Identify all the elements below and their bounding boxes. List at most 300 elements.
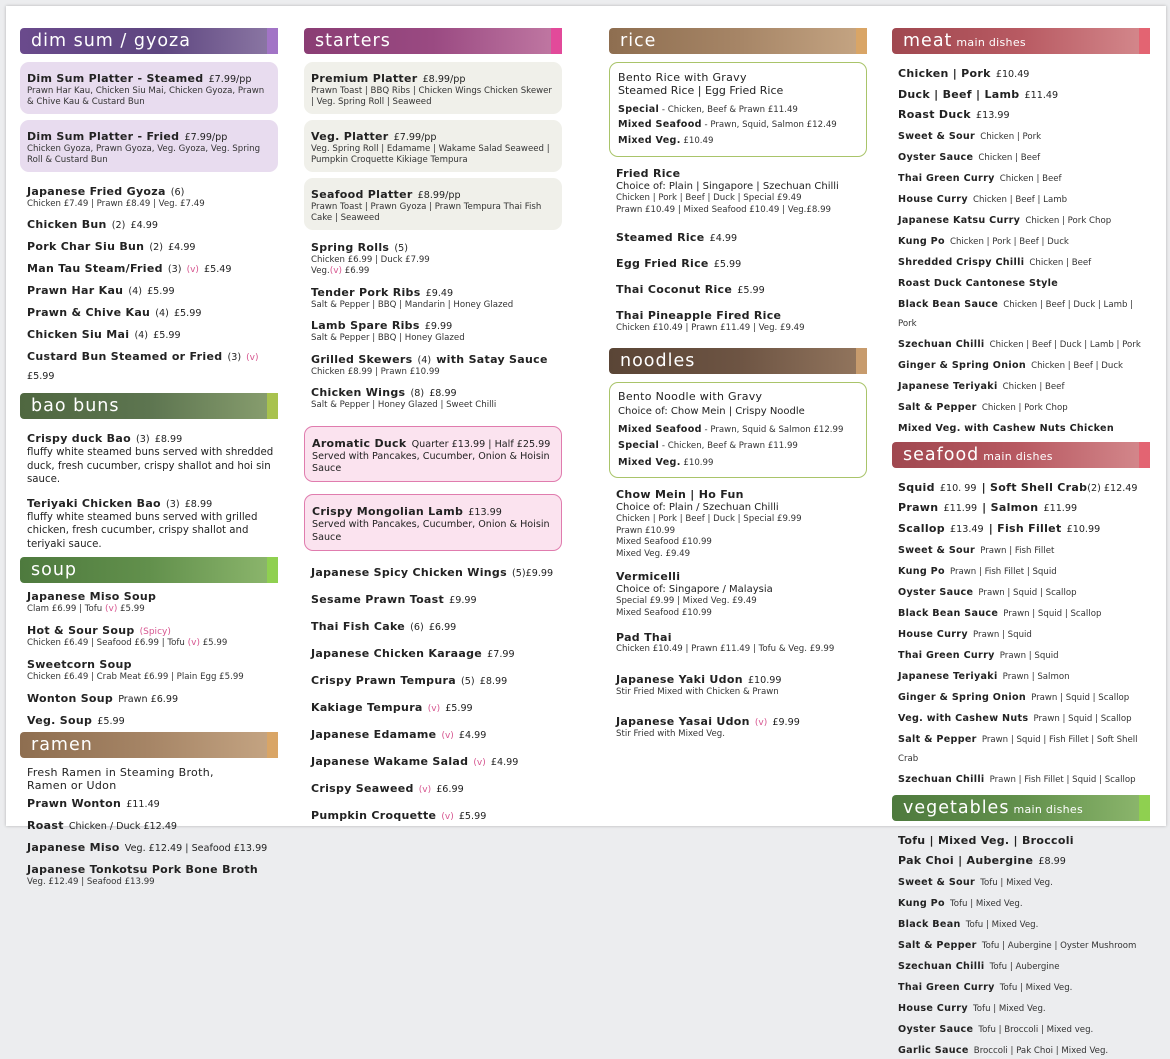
menu-item bbox=[311, 281, 562, 311]
menu-text: Broccoli | Pak Choi | Mixed Veg. bbox=[973, 1045, 1109, 1056]
menu-item bbox=[898, 353, 1150, 372]
menu-item bbox=[898, 727, 1150, 766]
item-name: Kung Po bbox=[898, 565, 945, 577]
item-name: Oyster Sauce bbox=[898, 586, 974, 598]
item-name: Spring Rolls bbox=[311, 240, 390, 254]
item-name: Mixed Seafood bbox=[618, 423, 702, 435]
item-price: £5.99 bbox=[97, 715, 125, 727]
item-name: Aromatic Duck bbox=[312, 436, 407, 450]
item-name: Japanese Chicken Karaage bbox=[311, 646, 483, 660]
item-name: Prawn Wonton bbox=[27, 796, 122, 810]
menu-text bbox=[618, 104, 858, 117]
item-name: Man Tau Steam/Fried bbox=[27, 262, 163, 276]
menu-text: Prawn £10.99 bbox=[616, 525, 676, 536]
menu-text: Chicken £8.99 | Prawn £10.99 bbox=[311, 366, 440, 377]
item-price: £10. 99 bbox=[939, 482, 977, 494]
seafood-header bbox=[892, 442, 1150, 468]
item-name: Bento Noodle with Gravy bbox=[618, 390, 763, 404]
menu-item bbox=[616, 304, 867, 334]
menu-text: Tofu | Aubergine bbox=[989, 961, 1060, 972]
item-name: Tofu | Mixed Veg. | Broccoli bbox=[898, 833, 1074, 847]
item-price: £9.99 bbox=[525, 567, 554, 579]
item-price: £13.49 bbox=[950, 524, 984, 536]
item-name: Ginger & Spring Onion bbox=[898, 360, 1026, 372]
item-price: £8.99 bbox=[184, 498, 213, 510]
menu-item bbox=[898, 1038, 1150, 1057]
item-name: Roast Duck bbox=[898, 108, 971, 122]
item-price: (6) bbox=[410, 621, 424, 633]
item-price: (3) bbox=[166, 498, 180, 510]
menu-text: seafood bbox=[903, 444, 980, 465]
item-name: Black Bean Sauce bbox=[898, 298, 999, 310]
item-price: £10.99 bbox=[747, 674, 782, 686]
item-name: Japanese Katsu Curry bbox=[898, 214, 1021, 226]
item-name: Dim Sum Platter - Steamed bbox=[27, 72, 204, 85]
menu-text bbox=[27, 67, 270, 86]
menu-item bbox=[27, 279, 278, 298]
item-price: (4) bbox=[155, 308, 169, 320]
menu-item bbox=[311, 314, 562, 344]
item-price: £9.99 bbox=[424, 321, 453, 333]
menu-text: Stir Fried Mixed with Chicken & Prawn bbox=[616, 686, 779, 697]
item-name: Szechuan Chilli bbox=[898, 339, 985, 351]
menu-text bbox=[898, 83, 1150, 102]
item-price: Veg. £12.49 | Seafood £13.99 bbox=[124, 842, 268, 854]
menu-text: fluffy white steamed buns served with grilled chicken, fresh cucumber, crispy shallot and teriyaki sauce. bbox=[27, 511, 258, 550]
item-name: Oyster Sauce bbox=[898, 151, 974, 163]
item-name: Fried Rice bbox=[616, 166, 681, 180]
menu-text: Prawn £10.49 | Mixed Seafood £10.49 | Veg.£8.99 bbox=[616, 204, 832, 215]
menu-item bbox=[311, 561, 562, 580]
item-price: £6.99 bbox=[428, 621, 457, 633]
item-price: £5.99 bbox=[153, 330, 181, 342]
menu-text: Chicken £6.49 | Crab Meat £6.99 | Plain Egg £5.99 bbox=[27, 672, 244, 683]
menu-text bbox=[898, 103, 1150, 122]
item-name: Szechuan Chilli bbox=[898, 774, 985, 786]
menu-text: Tofu | Broccoli | Mixed veg. bbox=[978, 1024, 1094, 1035]
menu-page bbox=[6, 6, 1166, 1056]
soup-list bbox=[20, 585, 278, 727]
vegetarian-mark: (v) bbox=[473, 757, 486, 768]
item-name: Mixed Veg. bbox=[618, 135, 681, 147]
item-price: £4.99 bbox=[130, 220, 158, 232]
dim-sum-list bbox=[20, 180, 278, 383]
item-name: Prawn bbox=[898, 501, 939, 515]
item-name: Ramen or Udon bbox=[27, 778, 117, 792]
item-name: Lamb Spare Ribs bbox=[311, 319, 420, 333]
item-name: Chicken Bun bbox=[27, 218, 107, 232]
item-name: Japanese Wakame Salad bbox=[311, 754, 469, 768]
item-name: Japanese Miso Soup bbox=[27, 590, 157, 604]
menu-text: starters bbox=[315, 31, 391, 51]
column-1 bbox=[20, 28, 278, 891]
item-price: £4.99 bbox=[458, 729, 487, 741]
item-name: Kung Po bbox=[898, 897, 945, 909]
menu-text: Chicken | Beef | Duck bbox=[1031, 361, 1124, 372]
menu-text bbox=[898, 62, 1150, 81]
menu-text bbox=[27, 638, 278, 650]
item-name: Custard Bun Steamed or Fried bbox=[27, 350, 223, 364]
menu-item bbox=[898, 912, 1150, 931]
menu-text: Chicken | Beef bbox=[999, 173, 1062, 184]
item-name: Duck | Beef | Lamb bbox=[898, 87, 1020, 101]
item-name: Chow Mein | Ho Fun bbox=[616, 487, 744, 501]
item-name: Veg. with Cashew Nuts bbox=[898, 712, 1029, 724]
menu-item bbox=[27, 345, 278, 383]
item-name: Japanese Teriyaki bbox=[898, 670, 998, 682]
item-price: £9.99 bbox=[772, 716, 800, 728]
rice-list bbox=[609, 167, 867, 335]
menu-text: Tofu | Mixed Veg. bbox=[980, 877, 1053, 888]
menu-text bbox=[898, 496, 1150, 515]
item-name: Wonton Soup bbox=[27, 691, 114, 705]
item-name: Japanese Yaki Udon bbox=[616, 672, 743, 686]
menu-text: Served with Pancakes, Cucumber, Onion & Hoisin Sauce bbox=[312, 450, 550, 475]
menu-text: Stir Fried with Mixed Veg. bbox=[616, 728, 725, 739]
menu-item bbox=[898, 332, 1150, 351]
menu-text: Chicken £6.49 | Seafood £6.99 | Tofu bbox=[27, 638, 185, 649]
item-name: Chicken Siu Mai bbox=[27, 328, 130, 342]
item-name: House Curry bbox=[898, 193, 968, 205]
item-name: Thai Green Curry bbox=[898, 172, 995, 184]
menu-item bbox=[898, 767, 1150, 786]
item-name: Hot & Sour Soup bbox=[27, 624, 135, 638]
item-name: Pumpkin Croquette bbox=[311, 808, 437, 822]
vegetarian-mark: (v) bbox=[441, 811, 454, 822]
menu-item bbox=[27, 792, 278, 811]
item-name: Japanese Spicy Chicken Wings bbox=[311, 565, 507, 579]
item-name: Sweetcorn Soup bbox=[27, 658, 132, 672]
menu-text: Prawn | Squid | Scallop bbox=[978, 587, 1077, 598]
item-name: Black Bean Sauce bbox=[898, 607, 999, 619]
menu-text: Clam £6.99 | Tofu bbox=[27, 604, 103, 615]
menu-text: Chicken | Pork Chop bbox=[1025, 215, 1112, 226]
menu-text: Chicken | Pork | Beef | Duck | Special £9.49 bbox=[616, 193, 802, 204]
menu-item bbox=[898, 580, 1150, 599]
item-name: | Soft Shell Crab bbox=[981, 480, 1088, 494]
item-price: Quarter £13.99 | Half £25.99 bbox=[411, 438, 551, 450]
item-name: Mixed Veg. bbox=[618, 457, 681, 469]
menu-item bbox=[898, 292, 1150, 331]
vegetarian-mark: (v) bbox=[246, 353, 259, 364]
menu-text: Prawn | Squid | Fish Fillet | Soft Shell Crab bbox=[898, 734, 1138, 765]
menu-text: Veg. £12.49 | Seafood £13.99 bbox=[27, 876, 155, 887]
menu-text: £10.99 bbox=[683, 458, 714, 469]
item-price: £8.99 bbox=[429, 388, 457, 400]
menu-text: - Chicken, Beef & Prawn £11.49 bbox=[661, 104, 798, 115]
menu-text: Chicken | Beef bbox=[1029, 257, 1092, 268]
menu-item bbox=[898, 395, 1150, 414]
menu-item bbox=[898, 538, 1150, 557]
menu-item bbox=[27, 323, 278, 342]
menu-item bbox=[311, 723, 562, 742]
menu-text: Chicken £7.49 | Prawn £8.49 | Veg. £7.49 bbox=[27, 198, 205, 209]
menu-text: Chicken | Pork | Beef | Duck | Special £9.99 bbox=[616, 514, 802, 525]
menu-text bbox=[618, 440, 858, 453]
item-price: £8.99 bbox=[154, 434, 183, 446]
menu-text: Prawn | Fish Fillet | Squid | Scallop bbox=[989, 775, 1136, 786]
item-price: £10.99 bbox=[1066, 524, 1101, 536]
vegetarian-mark: (v) bbox=[104, 604, 118, 615]
item-price: £8.99/pp bbox=[417, 189, 461, 201]
menu-item bbox=[27, 619, 278, 650]
rice-header bbox=[609, 28, 867, 54]
menu-text: main dishes bbox=[983, 449, 1053, 463]
menu-item bbox=[616, 570, 867, 619]
menu-text: Prawn Toast | Prawn Gyoza | Prawn Tempura Thai Fish Cake | Seaweed bbox=[311, 201, 542, 224]
item-name: Pad Thai bbox=[616, 631, 672, 645]
item-price: £4.99 bbox=[168, 242, 196, 254]
menu-item bbox=[898, 622, 1150, 641]
menu-text bbox=[898, 849, 1150, 868]
noodles-header bbox=[609, 348, 867, 374]
item-price: £5.99 bbox=[713, 259, 742, 271]
item-name: Crispy Mongolian Lamb bbox=[312, 505, 464, 519]
item-price: £5.99 bbox=[445, 702, 473, 714]
menu-text: main dishes bbox=[956, 36, 1026, 49]
menu-text: - Chicken, Beef & Prawn £11.99 bbox=[661, 441, 798, 452]
seafood-list bbox=[892, 476, 1150, 787]
item-name: Szechuan Chilli bbox=[898, 960, 985, 972]
item-name: Tender Pork Ribs bbox=[311, 285, 421, 299]
menu-text: Chicken £10.49 | Prawn £11.49 | Veg. £9.49 bbox=[616, 323, 805, 334]
menu-item bbox=[27, 687, 278, 706]
vegetarian-mark: (v) bbox=[186, 265, 199, 276]
menu-item bbox=[898, 208, 1150, 227]
menu-text: Prawn Toast | BBQ Ribs | Chicken Wings Chicken Skewer | Veg. Spring Roll | Seaweed bbox=[311, 86, 552, 108]
menu-text: Chicken | Beef | Duck | Lamb | Pork bbox=[898, 299, 1134, 330]
item-name: Kakiage Tempura bbox=[311, 700, 423, 714]
item-name: Crispy Prawn Tempura bbox=[311, 673, 456, 687]
menu-item bbox=[311, 381, 562, 411]
item-name: Thai Green Curry bbox=[898, 649, 995, 661]
menu-text: Choice of: Singapore / Malaysia bbox=[616, 583, 773, 595]
menu-text bbox=[312, 432, 553, 451]
menu-item bbox=[616, 278, 867, 297]
item-name: Sweet & Sour bbox=[898, 130, 976, 142]
menu-item bbox=[898, 124, 1150, 143]
menu-text: Prawn | Squid | Scallop bbox=[1031, 692, 1130, 703]
item-name: Grilled Skewers bbox=[311, 352, 413, 366]
menu-item bbox=[898, 996, 1150, 1015]
item-name: Roast bbox=[27, 818, 64, 832]
menu-text: - Prawn, Squid & Salmon £12.99 bbox=[704, 424, 844, 435]
column-2 bbox=[304, 28, 562, 826]
menu-item bbox=[311, 804, 562, 823]
menu-item bbox=[898, 664, 1150, 683]
menu-text bbox=[618, 135, 858, 148]
meat-header bbox=[892, 28, 1150, 54]
menu-item bbox=[311, 750, 562, 769]
dim-sum-steamed-platter bbox=[20, 62, 278, 114]
item-price: (3) bbox=[227, 352, 242, 364]
menu-text: Prawn | Squid bbox=[973, 629, 1032, 640]
menu-item bbox=[616, 631, 867, 655]
meat-list bbox=[892, 62, 1150, 436]
vegetarian-mark: (v) bbox=[418, 784, 432, 795]
menu-text: Prawn | Squid | Scallop bbox=[1033, 713, 1132, 724]
menu-text bbox=[898, 476, 1150, 495]
menu-item bbox=[311, 696, 562, 715]
item-name: Roast Duck Cantonese Style bbox=[898, 277, 1059, 289]
item-name: Fresh Ramen in Steaming Broth, bbox=[27, 765, 214, 779]
menu-text: Tofu | Mixed Veg. bbox=[965, 919, 1039, 930]
item-name: | Fish Fillet bbox=[988, 522, 1062, 536]
menu-text: Choice of: Plain / Szechuan Chilli bbox=[616, 501, 779, 513]
item-name: Veg. Platter bbox=[311, 129, 389, 143]
menu-item bbox=[311, 777, 562, 796]
item-name: Special bbox=[618, 103, 660, 115]
menu-text: bao buns bbox=[31, 396, 120, 417]
menu-item bbox=[898, 271, 1150, 290]
item-name: Thai Green Curry bbox=[898, 981, 995, 993]
bao-buns-header bbox=[20, 393, 278, 419]
column-4 bbox=[892, 28, 1150, 1059]
spicy-mark: (Spicy) bbox=[139, 627, 171, 638]
item-price: £7.99/pp bbox=[184, 131, 228, 143]
menu-text: Prawn | Salmon bbox=[1002, 671, 1070, 682]
item-price: (5) bbox=[461, 675, 475, 687]
menu-item bbox=[27, 257, 278, 276]
item-name: Crispy Seaweed bbox=[311, 781, 414, 795]
item-price: £8.99 bbox=[1038, 856, 1066, 868]
menu-text bbox=[618, 424, 858, 437]
menu-text: Salt & Pepper | BBQ | Mandarin | Honey Glazed bbox=[311, 299, 514, 310]
item-name: Mixed Veg. with Cashew Nuts Chicken bbox=[898, 423, 1114, 435]
item-price: £5.99 bbox=[173, 308, 202, 320]
item-name: Japanese Teriyaki bbox=[898, 381, 998, 393]
menu-item bbox=[898, 1017, 1150, 1036]
menu-text: Chicken | Pork Chop bbox=[981, 403, 1068, 414]
menu-text: meat bbox=[903, 31, 953, 51]
menu-item bbox=[311, 669, 562, 688]
menu-item bbox=[27, 585, 278, 616]
item-name: Salt & Pepper bbox=[898, 402, 977, 414]
menu-text: Chicken | Beef | Lamb bbox=[973, 194, 1068, 205]
item-price: £5.49 bbox=[204, 264, 232, 276]
menu-text: Steamed Rice | Egg Fried Rice bbox=[618, 84, 784, 97]
item-name: Crispy duck Bao bbox=[27, 432, 131, 446]
menu-item bbox=[898, 374, 1150, 393]
menu-text: Special £9.99 | Mixed Veg. £9.49 bbox=[616, 596, 757, 607]
item-desc: Prawn Har Kau, Chicken Siu Mai, Chicken Gyoza, Prawn & Chive Kau & Custard Bun bbox=[27, 86, 265, 108]
item-name: Special bbox=[618, 440, 660, 452]
item-price: (5) bbox=[394, 242, 408, 254]
menu-item bbox=[898, 643, 1150, 662]
item-name: Seafood Platter bbox=[311, 187, 413, 201]
item-price: £6.99 bbox=[436, 783, 464, 795]
bento-rice bbox=[609, 62, 867, 157]
starters-list bbox=[304, 236, 562, 412]
menu-text: Chicken | Beef | Duck | Lamb | Pork bbox=[989, 340, 1141, 351]
menu-text: Prawn | Squid | Scallop bbox=[1003, 608, 1102, 619]
item-name: Thai Coconut Rice bbox=[616, 283, 733, 297]
item-desc: Chicken Gyoza, Prawn Gyoza, Veg. Gyoza, Veg. Spring Roll & Custard Bun bbox=[27, 143, 261, 166]
item-name: Ginger & Spring Onion bbox=[898, 691, 1026, 703]
menu-item bbox=[898, 250, 1150, 269]
menu-text bbox=[618, 457, 858, 470]
menu-item bbox=[898, 954, 1150, 973]
item-name: Shredded Crispy Chilli bbox=[898, 256, 1025, 268]
item-name: | Salmon bbox=[982, 501, 1039, 515]
menu-text: rice bbox=[620, 31, 657, 51]
item-name: Japanese Fried Gyoza bbox=[27, 184, 166, 198]
menu-text: Chicken | Pork bbox=[980, 131, 1042, 142]
menu-item bbox=[616, 488, 867, 560]
ramen-header bbox=[20, 732, 278, 758]
menu-text: Tofu | Mixed Veg. bbox=[949, 898, 1023, 909]
item-name: Kung Po bbox=[898, 235, 945, 247]
menu-text: Veg. bbox=[311, 265, 330, 276]
item-name: Oyster Sauce bbox=[898, 1023, 974, 1035]
soup-header bbox=[20, 557, 278, 583]
menu-item bbox=[311, 642, 562, 661]
item-price: £13.99 bbox=[468, 507, 502, 519]
item-name: Garlic Sauce bbox=[898, 1044, 969, 1056]
menu-text: Choice of: Plain | Singapore | Szechuan Chilli bbox=[616, 180, 839, 192]
menu-item bbox=[898, 416, 1150, 435]
item-name: Sesame Prawn Toast bbox=[311, 592, 445, 606]
vegetables-header bbox=[892, 795, 1150, 821]
menu-text bbox=[312, 500, 553, 519]
menu-text: noodles bbox=[620, 351, 696, 372]
item-price: £9.49 bbox=[425, 287, 454, 299]
menu-item bbox=[27, 235, 278, 254]
item-price: £11.99 bbox=[943, 503, 978, 515]
item-name: Steamed Rice bbox=[616, 231, 705, 245]
item-price: £5.99 bbox=[458, 810, 487, 822]
menu-item bbox=[898, 559, 1150, 578]
vegetarian-mark: (v) bbox=[427, 703, 441, 714]
item-price: £7.99/pp bbox=[208, 74, 252, 85]
menu-text: Tofu | Aubergine | Oyster Mushroom bbox=[981, 940, 1137, 951]
menu-text: £5.99 bbox=[202, 638, 228, 649]
menu-item bbox=[27, 213, 278, 232]
ramen-list bbox=[20, 766, 278, 888]
menu-text: Chicken £10.49 | Prawn £11.49 | Tofu & Veg. £9.99 bbox=[616, 644, 835, 655]
seafood-platter bbox=[304, 178, 562, 230]
item-price: £5.99 bbox=[147, 286, 175, 298]
item-price: Prawn £6.99 bbox=[118, 693, 179, 705]
item-price: (2) £12.49 bbox=[1087, 482, 1138, 494]
item-name: with Satay Sauce bbox=[436, 352, 548, 366]
menu-item bbox=[898, 891, 1150, 910]
noodles-list bbox=[609, 488, 867, 740]
menu-text: Chicken | Beef bbox=[1002, 382, 1065, 393]
menu-text: Prawn | Squid bbox=[999, 650, 1059, 661]
vegetables-list bbox=[892, 829, 1150, 1058]
menu-text: £10.49 bbox=[683, 136, 714, 147]
item-name: Prawn & Chive Kau bbox=[27, 306, 151, 320]
menu-text bbox=[311, 125, 554, 144]
menu-text: vegetables bbox=[903, 797, 1010, 818]
menu-text: Prawn | Fish Fillet bbox=[980, 545, 1055, 556]
menu-text bbox=[311, 266, 562, 278]
column-3 bbox=[609, 28, 867, 743]
mongolian-lamb bbox=[304, 494, 562, 551]
menu-text: Salt & Pepper | BBQ | Honey Glazed bbox=[311, 333, 465, 344]
menu-text bbox=[311, 183, 554, 202]
menu-item bbox=[27, 301, 278, 320]
vegetarian-mark: (v) bbox=[754, 717, 768, 728]
menu-text: ramen bbox=[31, 734, 93, 755]
menu-text: soup bbox=[31, 560, 78, 581]
menu-text bbox=[618, 119, 858, 132]
menu-text: Mixed Seafood £10.99 bbox=[616, 607, 712, 618]
item-price: (5) bbox=[512, 567, 526, 579]
item-price: (4) bbox=[417, 354, 432, 366]
item-name: Sweet & Sour bbox=[898, 876, 976, 888]
